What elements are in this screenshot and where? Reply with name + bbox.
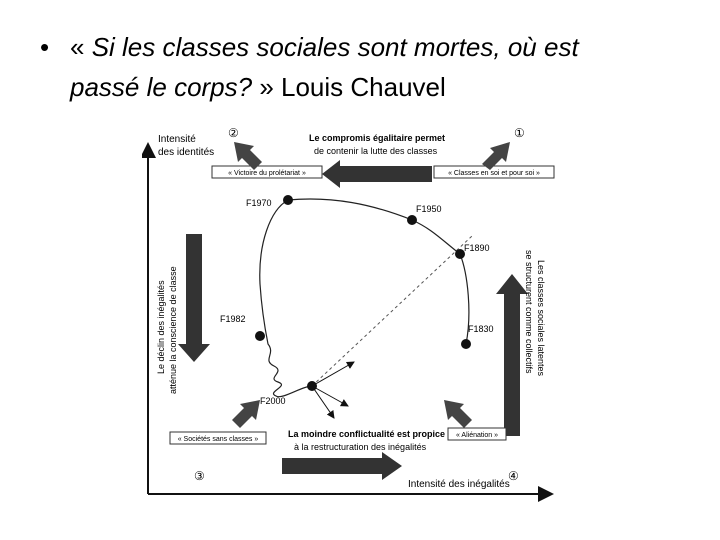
- box-top-right-label: « Classes en soi et pour soi »: [448, 170, 540, 177]
- chauvel-diagram: [142, 124, 562, 510]
- f2000-arrows: [312, 362, 354, 418]
- point-f1830: [461, 339, 471, 349]
- bullet: •: [40, 32, 50, 62]
- label-f1970: F1970: [246, 198, 272, 208]
- label-f1830: F1830: [468, 324, 494, 334]
- title-italic-2: passé le corps?: [70, 72, 253, 102]
- right-text-1: Les classes sociales latentes: [536, 260, 546, 377]
- trajectory-curve: [260, 199, 469, 397]
- arrow-bottom-right-pointing: [282, 452, 402, 480]
- corner-number-2: ②: [228, 126, 239, 140]
- box-bottom-left-label: « Sociétés sans classes »: [177, 436, 259, 443]
- corner-number-4: ④: [508, 469, 519, 483]
- corner-number-3: ③: [194, 469, 205, 483]
- box-top-left-label: « Victoire du prolétariat »: [228, 170, 306, 177]
- left-text-1: Le déclin des inégalités: [156, 280, 166, 374]
- title-line-2: [70, 72, 446, 102]
- point-f1982: [255, 331, 265, 341]
- arrow-left-down: [178, 234, 210, 362]
- title-open-quote: «: [70, 32, 92, 62]
- x-axis-label: Intensité des inégalités: [408, 479, 510, 490]
- corner-number-1: ①: [514, 126, 525, 140]
- title-italic-1: Si les classes sociales sont mortes, où est: [91, 32, 579, 62]
- top-text-1: Le compromis égalitaire permet: [309, 133, 446, 143]
- title-author: » Louis Chauvel: [252, 72, 446, 102]
- left-text-2: atténue la conscience de classe: [168, 266, 178, 394]
- label-f1982: F1982: [220, 314, 246, 324]
- y-axis-label-2: des identités: [158, 147, 215, 158]
- bottom-text-1: La moindre conflictualité est propice: [288, 429, 446, 439]
- label-f1890: F1890: [464, 243, 490, 253]
- box-bottom-right-label: « Aliénation »: [455, 432, 499, 439]
- top-text-2: de contenir la lutte des classes: [314, 146, 438, 156]
- arrow-top-left-pointing: [322, 160, 432, 188]
- arrow-diagonal-bottom-left: [232, 400, 260, 428]
- arrow-diagonal-bottom-right: [444, 400, 472, 428]
- label-f1950: F1950: [416, 204, 442, 214]
- right-text-2: se structurent comme collectifs: [524, 250, 534, 374]
- title-line-1: [70, 32, 579, 62]
- point-f1970: [283, 195, 293, 205]
- bottom-text-2: à la restructuration des inégalités: [294, 442, 427, 452]
- point-f2000: [307, 381, 317, 391]
- arrow-right-up: [496, 274, 528, 436]
- y-axis-label-1: Intensité: [158, 134, 196, 145]
- point-f1950: [407, 215, 417, 225]
- label-f2000: F2000: [260, 396, 286, 406]
- dashed-diagonal: [312, 236, 472, 386]
